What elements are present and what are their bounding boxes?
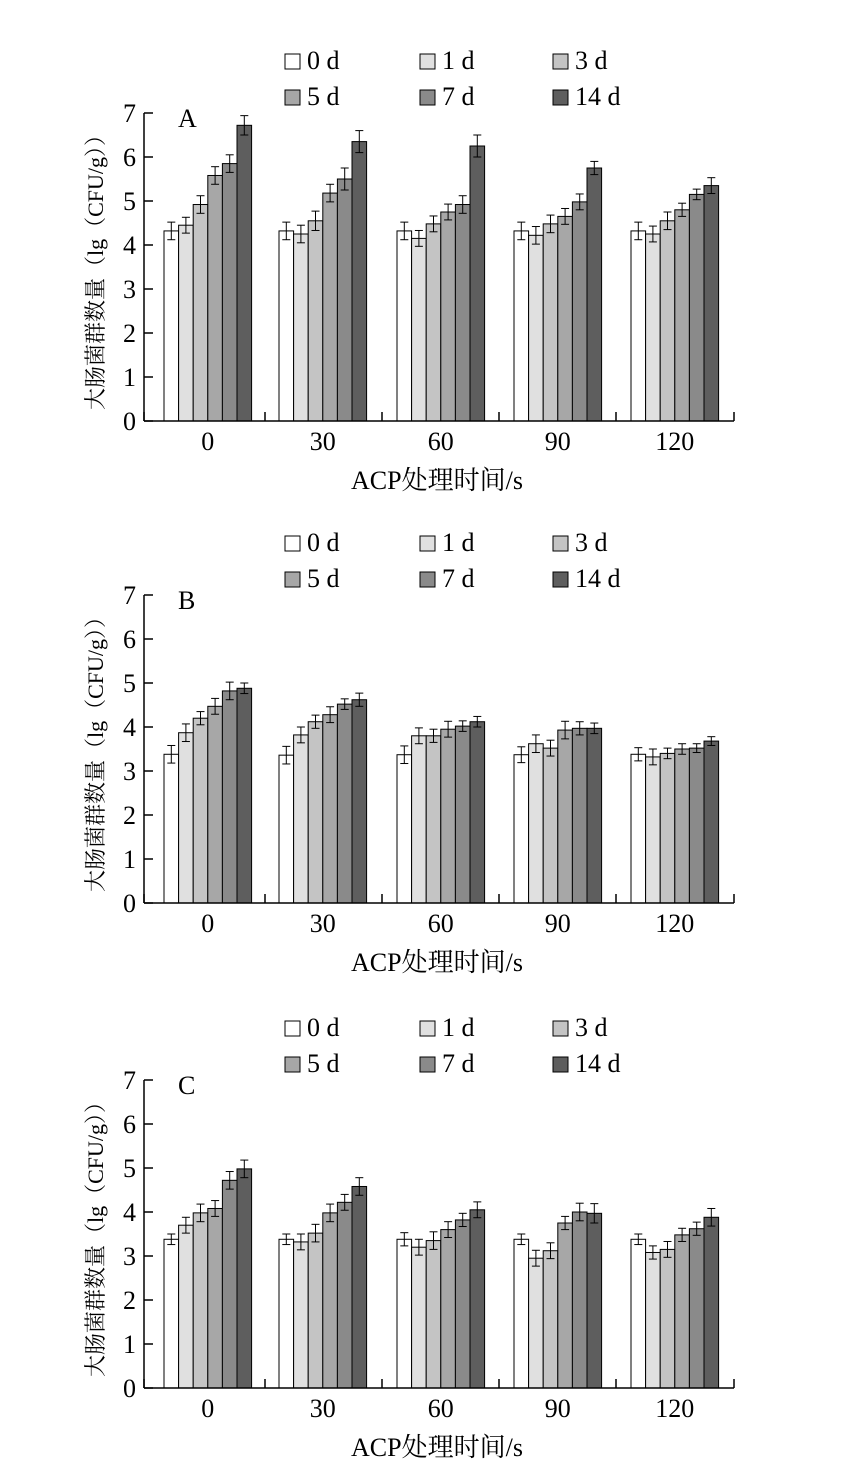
legend-label: 5 d (307, 82, 340, 111)
panel-label: C (178, 1071, 196, 1100)
legend-label: 5 d (307, 564, 340, 593)
legend-swatch (420, 572, 435, 587)
y-tick-label: 3 (123, 275, 136, 304)
x-axis-label: ACP处理时间/s (351, 1433, 523, 1462)
bar (646, 1252, 661, 1388)
panel-label: A (178, 104, 197, 133)
bar (514, 1239, 529, 1388)
bar (179, 733, 194, 903)
bar (193, 718, 208, 903)
bar (323, 193, 338, 421)
bar (558, 216, 573, 421)
x-tick-label: 0 (201, 909, 215, 938)
y-tick-label: 6 (123, 143, 136, 172)
bar (704, 1217, 719, 1388)
bar (572, 728, 587, 903)
bar (704, 186, 719, 421)
bar (441, 729, 456, 903)
legend-swatch (285, 1057, 300, 1072)
legend-label: 7 d (442, 564, 475, 593)
legend-swatch (553, 90, 568, 105)
bar (646, 234, 661, 421)
legend-swatch (553, 54, 568, 69)
legend-label: 3 d (575, 1013, 608, 1042)
legend-swatch (420, 1021, 435, 1036)
legend-swatch (285, 54, 300, 69)
bar (529, 744, 544, 903)
x-tick-label: 30 (309, 1394, 336, 1423)
bar (179, 1225, 194, 1388)
bar (514, 755, 529, 903)
bar (179, 225, 194, 421)
bar (352, 700, 367, 903)
y-tick-label: 2 (123, 801, 136, 830)
legend-label: 0 d (307, 46, 340, 75)
bar (426, 224, 441, 421)
bar (631, 754, 646, 903)
y-axis-label: 大肠菌群数量（lg（CFU/g）） (83, 123, 108, 411)
bar (337, 704, 352, 903)
bar (308, 722, 323, 903)
bar (704, 741, 719, 903)
bar (337, 179, 352, 421)
bar (675, 1235, 690, 1388)
bar (455, 205, 470, 421)
legend-swatch (285, 1021, 300, 1036)
bar (308, 1233, 323, 1388)
legend-swatch (285, 536, 300, 551)
bar (572, 1212, 587, 1388)
y-tick-label: 0 (123, 407, 136, 436)
x-tick-label: 0 (201, 427, 215, 456)
bar (543, 224, 558, 421)
panel-label: B (178, 586, 196, 615)
x-axis-label: ACP处理时间/s (351, 948, 523, 977)
y-tick-label: 7 (123, 581, 136, 610)
bar (237, 125, 252, 421)
x-tick-label: 60 (427, 1394, 454, 1423)
y-tick-label: 0 (123, 1374, 136, 1403)
bar (572, 202, 587, 421)
bar (543, 1251, 558, 1388)
bar (470, 1210, 485, 1388)
bar (397, 231, 412, 421)
bar (689, 194, 704, 421)
bar (352, 142, 367, 421)
y-tick-label: 1 (123, 845, 136, 874)
bar (279, 231, 294, 421)
y-tick-label: 1 (123, 1330, 136, 1359)
panel-b (83, 528, 734, 977)
bar (558, 1223, 573, 1388)
y-tick-label: 4 (123, 713, 136, 742)
legend-swatch (420, 54, 435, 69)
bar (660, 1249, 675, 1388)
y-tick-label: 0 (123, 889, 136, 918)
bar (208, 706, 223, 903)
bar (193, 1213, 208, 1388)
legend-swatch (553, 572, 568, 587)
bar (441, 1230, 456, 1388)
bar (412, 736, 427, 903)
bar (470, 146, 485, 421)
legend-label: 1 d (442, 46, 475, 75)
y-tick-label: 6 (123, 1110, 136, 1139)
bar (631, 231, 646, 421)
bar (631, 1239, 646, 1388)
y-tick-label: 3 (123, 757, 136, 786)
panel-c (83, 1013, 734, 1462)
x-tick-label: 120 (655, 909, 695, 938)
legend-swatch (420, 536, 435, 551)
bar (514, 231, 529, 421)
legend-swatch (285, 572, 300, 587)
y-tick-label: 6 (123, 625, 136, 654)
legend-label: 14 d (575, 82, 621, 111)
x-tick-label: 120 (655, 1394, 695, 1423)
bar (660, 221, 675, 421)
y-tick-label: 5 (123, 1154, 136, 1183)
legend-label: 3 d (575, 46, 608, 75)
bar (675, 749, 690, 903)
legend-swatch (553, 536, 568, 551)
x-tick-label: 120 (655, 427, 695, 456)
bar (587, 728, 602, 903)
x-axis-label: ACP处理时间/s (351, 466, 523, 495)
y-tick-label: 7 (123, 1066, 136, 1095)
legend-swatch (420, 1057, 435, 1072)
bar (323, 1213, 338, 1388)
bar (279, 1239, 294, 1388)
bar (352, 1186, 367, 1388)
legend-label: 5 d (307, 1049, 340, 1078)
bar (543, 748, 558, 903)
bar (323, 715, 338, 903)
x-tick-label: 90 (544, 1394, 571, 1423)
bar (222, 164, 237, 421)
y-tick-label: 2 (123, 1286, 136, 1315)
bar (529, 1258, 544, 1388)
bar (470, 722, 485, 903)
y-tick-label: 5 (123, 187, 136, 216)
legend-label: 7 d (442, 1049, 475, 1078)
y-tick-label: 5 (123, 669, 136, 698)
legend-label: 1 d (442, 528, 475, 557)
legend-label: 3 d (575, 528, 608, 557)
legend-label: 14 d (575, 564, 621, 593)
bar (294, 1242, 309, 1388)
bar (337, 1202, 352, 1388)
y-tick-label: 3 (123, 1242, 136, 1271)
x-tick-label: 30 (309, 427, 336, 456)
legend-label: 0 d (307, 528, 340, 557)
bar (164, 754, 179, 903)
bar (397, 1239, 412, 1388)
bar (646, 757, 661, 903)
bar (222, 1180, 237, 1388)
x-tick-label: 0 (201, 1394, 215, 1423)
y-tick-label: 7 (123, 99, 136, 128)
bar (294, 735, 309, 903)
legend-swatch (420, 90, 435, 105)
legend-swatch (285, 90, 300, 105)
bar (689, 748, 704, 903)
bar (164, 231, 179, 421)
bar (587, 1213, 602, 1388)
y-tick-label: 2 (123, 319, 136, 348)
bar (279, 755, 294, 903)
bar (660, 753, 675, 903)
bar (455, 1220, 470, 1388)
bar (294, 234, 309, 421)
bar (426, 1241, 441, 1388)
bar (308, 221, 323, 421)
bar (455, 726, 470, 903)
bar (441, 212, 456, 421)
y-tick-label: 4 (123, 1198, 136, 1227)
bar (558, 730, 573, 903)
bar (412, 238, 427, 421)
bar (689, 1229, 704, 1388)
legend-label: 0 d (307, 1013, 340, 1042)
x-tick-label: 60 (427, 427, 454, 456)
bar (412, 1247, 427, 1388)
bar (237, 1169, 252, 1388)
x-tick-label: 90 (544, 427, 571, 456)
x-tick-label: 90 (544, 909, 571, 938)
legend-label: 14 d (575, 1049, 621, 1078)
bar (193, 205, 208, 421)
bar (237, 688, 252, 903)
legend-swatch (553, 1057, 568, 1072)
bar (222, 691, 237, 903)
bar (397, 755, 412, 903)
legend-label: 7 d (442, 82, 475, 111)
bar (208, 1208, 223, 1388)
y-axis-label: 大肠菌群数量（lg（CFU/g）） (83, 1090, 108, 1378)
bar (164, 1239, 179, 1388)
y-tick-label: 4 (123, 231, 136, 260)
bar (529, 235, 544, 421)
bar (426, 736, 441, 903)
legend-label: 1 d (442, 1013, 475, 1042)
legend-swatch (553, 1021, 568, 1036)
x-tick-label: 30 (309, 909, 336, 938)
bar (587, 168, 602, 421)
bar (208, 175, 223, 421)
y-axis-label: 大肠菌群数量（lg（CFU/g）） (83, 605, 108, 893)
y-tick-label: 1 (123, 363, 136, 392)
panel-a (83, 46, 734, 495)
x-tick-label: 60 (427, 909, 454, 938)
bar (675, 210, 690, 421)
